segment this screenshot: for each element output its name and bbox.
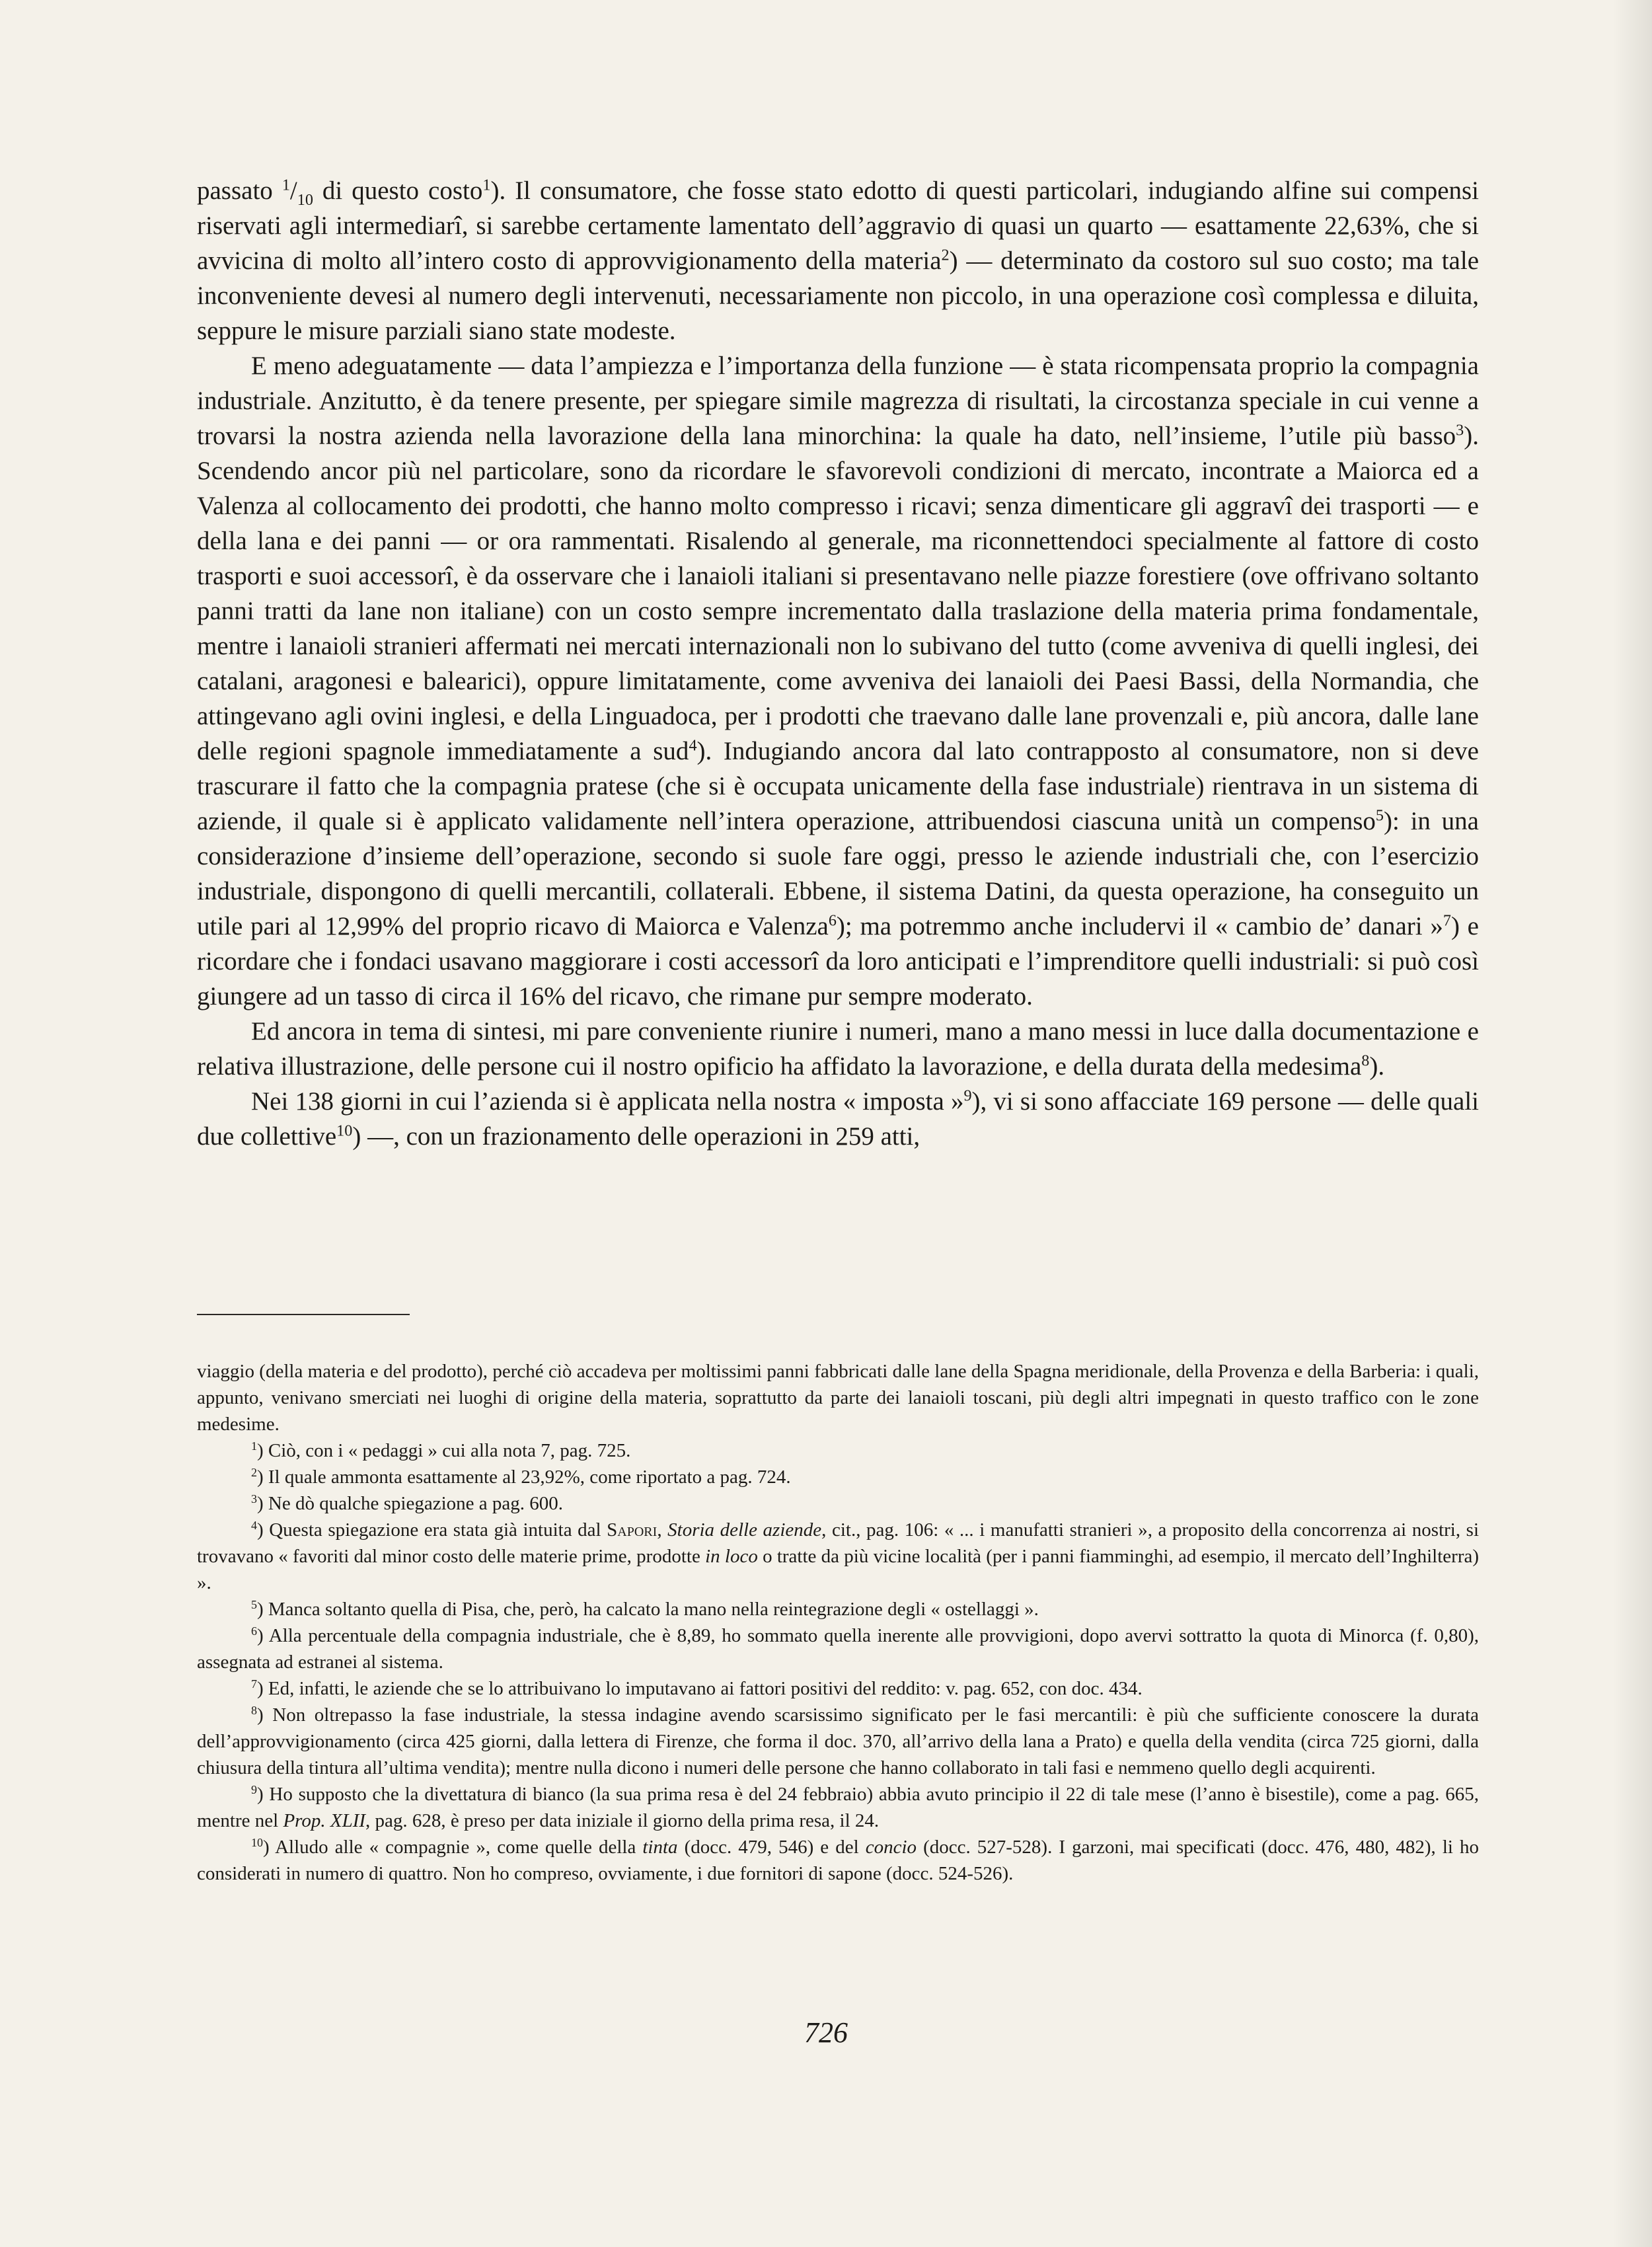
footnote-text: , cit., pag. 106: « ... i manufatti stranieri », a proposito della concorrenza ai nostri, si trovavano « favoriti dal minor costo delle materie prime, prodotte: [197, 1519, 1480, 1567]
text-run: ). Scendendo ancor più nel particolare, sono da ricordare le sfavorevoli condizioni di mercato, incontrate a Maiorca ed a Valenza al collocamento dei prodotti, che hanno molto compresso i ricavi; senza dimenticare gli aggravî dei trasporti — e della lana e dei panni — or ora rammentati. Risalendo al generale, ma riconnettendoci specialmente al fattore di costo trasporti e suoi accessorî, è da osservare che i lanaioli italiani si presentavano nelle piazze forestiere (ove offrivano soltanto panni tratti da lane non italiane) con un costo sempre incrementato dalla traslazione della materia prima fondamentale, mentre i lanaioli stranieri affermati nei mercati internazionali non lo subivano del tutto (come avveniva di quelli inglesi, dei catalani, aragonesi e balearici), oppure limitatamente, come avveniva dei lanaioli dei Paesi Bassi, della Normandia, che attingevano agli ovini inglesi, e della Linguadoca, per i prodotti che traevano dalle lane provenzali e, più ancora, dalle lane delle regioni spagnole immediatamente a sud: [197, 422, 1479, 765]
footnote-number: 7: [251, 1677, 257, 1691]
text-run: ). Il consumatore, che fosse stato edotto di questi particolari, indugiando alfine sui compensi riservati agli intermediarî, si sarebbe certamente lamentato dell’aggravio di quasi un quarto — esattamente 22,63%, che si avvicina di molto all’intero costo di approvvigionamento della materia: [197, 176, 1480, 275]
footnote-1: [197, 1437, 1479, 1464]
footnote-ref: 1: [482, 176, 491, 194]
footnotes: [197, 1358, 1479, 1887]
footnote-2: [197, 1464, 1479, 1490]
footnote-ref: 8: [1361, 1051, 1370, 1070]
footnote-text: ) Alludo alle « compagnie », come quelle della: [262, 1837, 643, 1858]
italic-phrase: in loco: [705, 1546, 758, 1567]
footnote-text: o tratte da più vicine località (per i panni fiamminghi, ad esempio, il mercato dell’Inghilterra) ».: [197, 1546, 1480, 1593]
footnote-text: (docc. 527-528). I garzoni, mai specificati (docc. 476, 480, 482), li ho considerati in numero di quattro. Non ho compreso, ovviamente, i due fornitori di sapone (docc. 524-526).: [197, 1837, 1479, 1884]
text-run: ).: [1369, 1052, 1385, 1081]
footnote-number: 9: [251, 1783, 257, 1797]
footnote-4: [197, 1517, 1479, 1596]
footnote-text: ) Ciò, con i « pedaggi » cui alla nota 7, pag. 725.: [256, 1440, 631, 1461]
fraction-numerator: 1: [282, 176, 290, 194]
text-run: ) e ricordare che i fondaci usavano maggiorare i costi accessorî da loro anticipati e l’imprenditore quelli industriali: si può così giungere ad un tasso di circa il 16% del ricavo, che rimane pur sempre moderato.: [197, 912, 1479, 1010]
footnote-ref: 3: [1456, 421, 1464, 439]
footnote-text: ) Il quale ammonta esattamente al 23,92%, come riportato a pag. 724.: [256, 1466, 791, 1488]
text-run: ); ma potremmo anche includervi il « cambio de’ danari »: [836, 912, 1443, 940]
footnote-ref: 5: [1375, 806, 1384, 825]
footnote-text: ,: [657, 1519, 668, 1541]
footnote-9: [197, 1781, 1479, 1834]
footnote-10: [197, 1834, 1479, 1887]
text-run: ), vi si sono affacciate 169 persone — delle quali due collettive: [197, 1087, 1480, 1151]
footnote-text: ) Manca soltanto quella di Pisa, che, però, ha calcato la mano nella reintegrazione degli « ostellaggi ».: [256, 1599, 1039, 1620]
main-text: [197, 173, 1479, 1154]
footnote-number: 6: [251, 1624, 257, 1638]
paragraph-4: [197, 1084, 1479, 1154]
footnote-continuation: viaggio (della materia e del prodotto), perché ciò accadeva per moltissimi panni fabbricati dalle lane della Spagna meridionale, della Provenza e della Barberia: i quali, appunto, venivano smerciati nei luoghi di origine della materia, soprattutto da parte dei lanaioli toscani, più degli altri impegnati in questo traffico con le zone medesime.: [197, 1361, 1479, 1435]
footnote-text: ) Non oltrepasso la fase industriale, la stessa indagine avendo scarsissimo significato per le fasi mercantili: è più che sufficiente conoscere la durata dell’approvvigionamento (circa 425 giorni, dalla lettera di Firenze, che forma il doc. 370, all’arrivo della lana a Prato) e quella della vendita (circa 725 giorni, dalla chiusura della tintura all’ultima vendita); mentre nulla dicono i numeri delle persone che hanno collaborato in tali fasi e nemmeno quello degli acquirenti.: [197, 1704, 1479, 1778]
italic-phrase: tinta: [642, 1837, 678, 1858]
footnote-ref: 4: [689, 736, 697, 755]
footnote-number: 2: [251, 1466, 257, 1480]
footnote-ref: 2: [941, 246, 950, 264]
text-run: passato: [197, 176, 282, 205]
footnote-5: [197, 1596, 1479, 1622]
italic-phrase: Prop. XLII: [283, 1810, 366, 1831]
footnote-number: 1: [251, 1439, 257, 1453]
footnote-text: (docc. 479, 546) e del: [677, 1837, 866, 1858]
paragraph-2: [197, 348, 1479, 1014]
italic-phrase: concio: [865, 1837, 917, 1858]
fraction-denominator: 10: [297, 190, 313, 209]
paragraph-1: passato $^1/_{10}$ di questo costo$^1$). Il consumatore, che fosse stato edotto di questi particolari, indugiando alfine sui compensi riservati agli intermediarî, si sarebbe certamente lamentato dell’aggravio di quasi un quarto — esattamente 22,63%, che si avvicina di molto all’intero costo di approvvigionamento della materia$^2$) — determinato da costoro sul suo costo; ma tale inconveniente devesi al numero degli intervenuti, necessariamente non piccolo, in una operazione così complessa e diluita, seppure le misure parziali siano state modeste.: [197, 176, 1480, 345]
text-run: E meno adeguatamente — data l’ampiezza e l’importanza della funzione — è stata ricompensata proprio la compagnia industriale. Anzitutto, è da tenere presente, per spiegare simile magrezza di risultati, la circostanza speciale in cui venne a trovarsi la nostra azienda nella lavorazione della lana minorchina: la quale ha dato, nell’insieme, l’utile più basso: [197, 352, 1479, 450]
text-run: Ed ancora in tema di sintesi, mi pare conveniente riunire i numeri, mano a mano messi in luce dalla documentazione e relativa illustrazione, delle persone cui il nostro opificio ha affidato la lavorazione, e della durata della medesima: [197, 1017, 1479, 1081]
footnote-number: 8: [251, 1704, 257, 1718]
footnote-7: [197, 1675, 1479, 1702]
text-run: ). Indugiando ancora dal lato contrapposto al consumatore, non si deve trascurare il fatto che la compagnia pratese (che si è occupata unicamente della fase industriale) rientrava in un sistema di aziende, il quale si è applicato validamente nell’intera operazione, attribuendosi ciascuna unità un compenso: [197, 737, 1479, 835]
footnote-6: [197, 1622, 1479, 1675]
paragraph-3: [197, 1014, 1479, 1084]
text-run: ) — determinato da costoro sul suo costo; ma tale inconveniente devesi al numero degli intervenuti, necessariamente non piccolo, in una operazione così complessa e diluita, seppure le misure parziali siano state modeste.: [197, 247, 1480, 345]
book-title: Storia delle aziende: [667, 1519, 822, 1541]
footnote-ref: 6: [828, 911, 837, 930]
footnote-text: ) Ed, infatti, le aziende che se lo attribuivano lo imputavano ai fattori positivi del reddito: v. pag. 652, con doc. 434.: [256, 1678, 1143, 1699]
page-number: 726: [804, 2016, 848, 2049]
text-run: di questo costo: [313, 176, 483, 205]
footnote-text: ) Ho supposto che la divettatura di bianco (la sua prima resa è del 24 febbraio) abbia avuto principio il 22 di tale mese (l’anno è bisestile), come a pag. 665, mentre nel: [197, 1784, 1479, 1831]
text-run: ) —, con un frazionamento delle operazioni in 259 atti,: [352, 1122, 920, 1151]
text-run: ): in una considerazione d’insieme dell’operazione, secondo si suole fare oggi, presso le aziende industriali che, con l’esercizio industriale, dispongono di quelli mercantili, collaterali. Ebbene, il sistema Datini, da questa operazione, ha conseguito un utile pari al 12,99% del proprio ricavo di Maiorca e Valenza: [197, 807, 1479, 940]
author-name: Sapori: [607, 1519, 657, 1541]
footnote-8: [197, 1702, 1479, 1781]
footnote-number: 5: [251, 1598, 257, 1612]
footnote-text: ) Questa spiegazione era stata già intuita dal: [256, 1519, 607, 1541]
footnote-3: [197, 1490, 1479, 1517]
footnote-text: ) Alla percentuale della compagnia industriale, che è 8,89, ho sommato quella inerente alle provvigioni, dopo avervi sottratto la quota di Minorca (f. 0,80), assegnata ad estranei al sistema.: [197, 1625, 1479, 1673]
footnote-number: 3: [251, 1492, 257, 1506]
footnote-separator: [197, 1314, 410, 1315]
footnote-text: , pag. 628, è preso per data iniziale il giorno della prima resa, il 24.: [365, 1810, 880, 1831]
footnote-number: 10: [251, 1836, 263, 1850]
footnote-number: 4: [251, 1519, 257, 1533]
text-run: Nei 138 giorni in cui l’azienda si è applicata nella nostra « imposta »: [251, 1087, 964, 1116]
footnote-ref: 7: [1443, 911, 1451, 930]
footnote-text: ) Ne dò qualche spiegazione a pag. 600.: [256, 1493, 564, 1514]
footnote-ref: 10: [336, 1122, 353, 1140]
footnote-ref: 9: [963, 1086, 972, 1105]
